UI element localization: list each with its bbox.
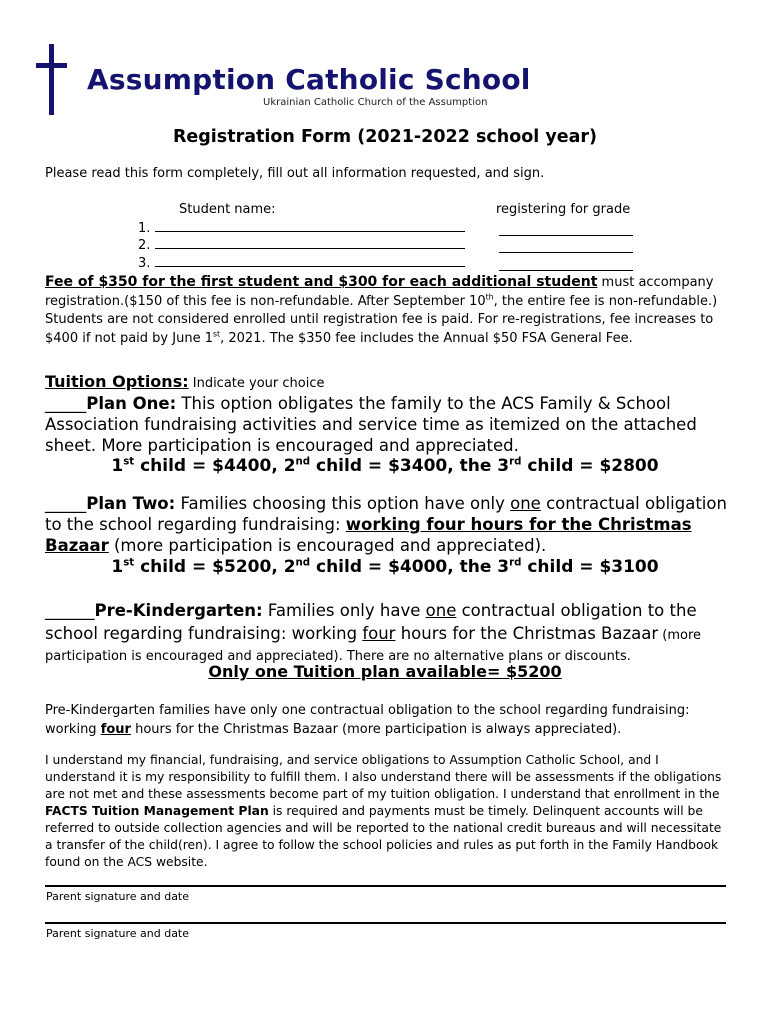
signature-line-1[interactable] (45, 885, 726, 887)
plan-two-rates: 1st child = $5200, 2nd child = $4000, the 3rd child = $3100 (111, 557, 659, 577)
plan-one-label: Plan One: (86, 394, 177, 413)
signature-line-2[interactable] (45, 922, 726, 924)
tuition-heading-row (45, 372, 324, 391)
plan-two-label: Plan Two: (86, 494, 176, 513)
fee-lead: Fee of $350 for the first student and $300 for each additional student (45, 274, 598, 290)
intro-text: Please read this form completely, fill out all information requested, and sign. (45, 166, 545, 181)
plan-one-paragraph: _____Plan One: This option obligates the family to the ACS Family & School Association fundraising activities and service time as itemized on the attached sheet. More participation is encouraged and appreciated. (45, 394, 697, 455)
student-name-field[interactable] (155, 230, 465, 232)
row-number: 3. (138, 256, 151, 271)
prek-paragraph: ______Pre-Kindergarten: Families only have one contractual obligation to the school regarding fundraising: working four hours for the Christmas Bazaar (more participation is encouraged and appreciated). There are no alternative plans or discounts. (45, 601, 702, 664)
row-number: 1. (138, 221, 151, 236)
cross-icon (49, 44, 54, 115)
plan-two-paragraph: _____Plan Two: Families choosing this option have only one contractual obligation to the school regarding fundraising: working four hours for the Christmas Bazaar (more participation is encouraged and appreciated). (45, 494, 727, 555)
prek-label: Pre-Kindergarten: (94, 601, 263, 620)
plan-two-choice-blank[interactable]: _____ (45, 494, 87, 513)
tuition-hint: Indicate your choice (188, 376, 325, 391)
student-row-3[interactable] (138, 256, 465, 271)
prek-note: Pre-Kindergarten families have only one contractual obligation to the school regarding fundraising: working four hours for the Christmas Bazaar (more participation is always appreciated). (45, 703, 690, 737)
school-name: Assumption Catholic School (87, 63, 531, 96)
prek-choice-blank[interactable]: ______ (45, 601, 95, 620)
student-name-field[interactable] (155, 265, 465, 267)
student-name-header: Student name: (179, 202, 276, 217)
signature-label-2: Parent signature and date (46, 927, 190, 940)
grade-header: registering for grade (496, 202, 631, 217)
plan-one-rates: 1st child = $4400, 2nd child = $3400, the 3rd child = $2800 (111, 456, 659, 476)
form-title: Registration Form (2021-2022 school year) (172, 127, 598, 147)
grade-field-2[interactable] (499, 238, 633, 257)
plan-one-choice-blank[interactable]: _____ (45, 394, 87, 413)
student-name-field[interactable] (155, 247, 465, 249)
row-number: 2. (138, 238, 151, 253)
signature-label-1: Parent signature and date (46, 890, 190, 903)
prek-only-plan: Only one Tuition plan available= $5200 (208, 662, 562, 681)
agreement-paragraph: I understand my financial, fundraising, and service obligations to Assumption Catholic School, and I understand it is my responsibility to fulfill them. I also understand there will be assessments if the obligations are not met and these assessments become part of my tuition obligation. I understand that enrollment in the FACTS Tuition Management Plan is required and payments must be timely. Delinquent accounts will be referred to outside collection agencies and will be reported to the national credit bureaus and will necessitate a transfer of the child(ren). I agree to follow the school policies and rules as put forth in the Family Handbook found on the ACS website. (45, 753, 722, 869)
student-row-2[interactable] (138, 238, 465, 253)
fee-paragraph: Fee of $350 for the first student and $300 for each additional student must accompany registration.($150 of this fee is non-refundable. After September 10th, the entire fee is non-refundable.) Students are not considered enrolled until registration fee is paid. For re-registrations, fee increases to $400 if not paid by June 1st, 2021. The $350 fee includes the Annual $50 FSA General Fee. (45, 274, 718, 346)
tuition-heading: Tuition Options: (45, 372, 189, 391)
facts-plan: FACTS Tuition Management Plan (45, 804, 269, 818)
church-subtitle: Ukrainian Catholic Church of the Assumption (263, 97, 488, 108)
cross-icon-bar (36, 63, 67, 68)
bazaar-requirement: working four hours for the Christmas Bazaar (45, 515, 692, 555)
student-row-1[interactable] (138, 221, 465, 236)
